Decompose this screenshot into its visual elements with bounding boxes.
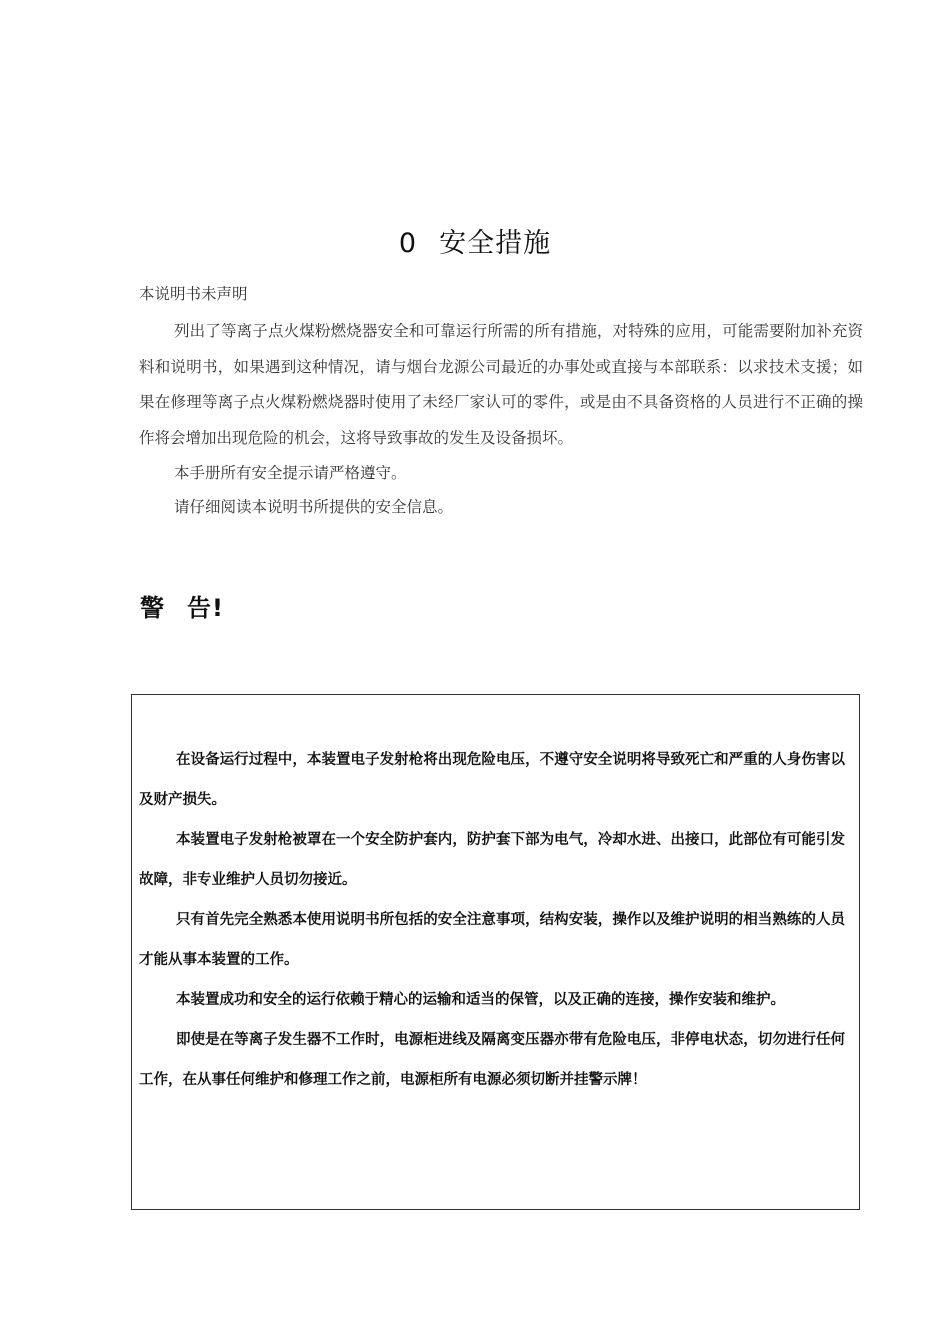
warning-heading-part1: 警 bbox=[140, 594, 165, 622]
warning-text bbox=[139, 740, 845, 1100]
intro-paragraph: 本手册所有安全提示请严格遵守。 bbox=[174, 464, 407, 482]
section-number: 0 bbox=[398, 228, 418, 260]
warning-heading bbox=[140, 588, 224, 623]
warning-heading-part2: 告! bbox=[187, 594, 224, 622]
intro-paragraph: 请仔细阅读本说明书所提供的安全信息。 bbox=[174, 498, 454, 516]
intro-section bbox=[139, 280, 863, 524]
intro-paragraph: 列出了等离子点火煤粉燃烧器安全和可靠运行所需的所有措施，对特殊的应用，可能需要附加补充资料和说明书，如果遇到这种情况，请与烟台龙源公司最近的办事处或直接与本部联系：以求技术支援；如果在修理等离子点火煤粉燃烧器时使用了未经厂家认可的零件，或是由不具备资格的人员进行不正确的操作将会增加出现危险的机会，这将导致事故的发生及设备损坏。 bbox=[139, 322, 863, 447]
section-title: 安全措施 bbox=[439, 228, 552, 260]
warning-paragraph: 本装置成功和安全的运行依赖于精心的运输和适当的保管，以及正确的连接，操作安装和维护。 bbox=[176, 992, 785, 1008]
warning-box bbox=[131, 694, 860, 1210]
intro-lead: 本说明书未声明 bbox=[139, 285, 248, 303]
warning-paragraph: 本装置电子发射枪被罩在一个安全防护套内，防护套下部为电气，冷却水进、出接口，此部位有可能引发故障，非专业维护人员切勿接近。 bbox=[139, 832, 845, 888]
warning-paragraph: 即使是在等离子发生器不工作时，电源柜进线及隔离变压器亦带有危险电压，非停电状态，切勿进行任何工作，在从事任何维护和修理工作之前，电源柜所有电源必须切断并挂警示牌！ bbox=[139, 1032, 845, 1088]
warning-paragraph: 在设备运行过程中，本装置电子发射枪将出现危险电压，不遵守安全说明将导致死亡和严重的人身伤害以及财产损失。 bbox=[139, 752, 845, 808]
page-title bbox=[0, 221, 950, 260]
warning-paragraph: 只有首先完全熟悉本使用说明书所包括的安全注意事项，结构安装，操作以及维护说明的相当熟练的人员才能从事本装置的工作。 bbox=[139, 912, 845, 968]
